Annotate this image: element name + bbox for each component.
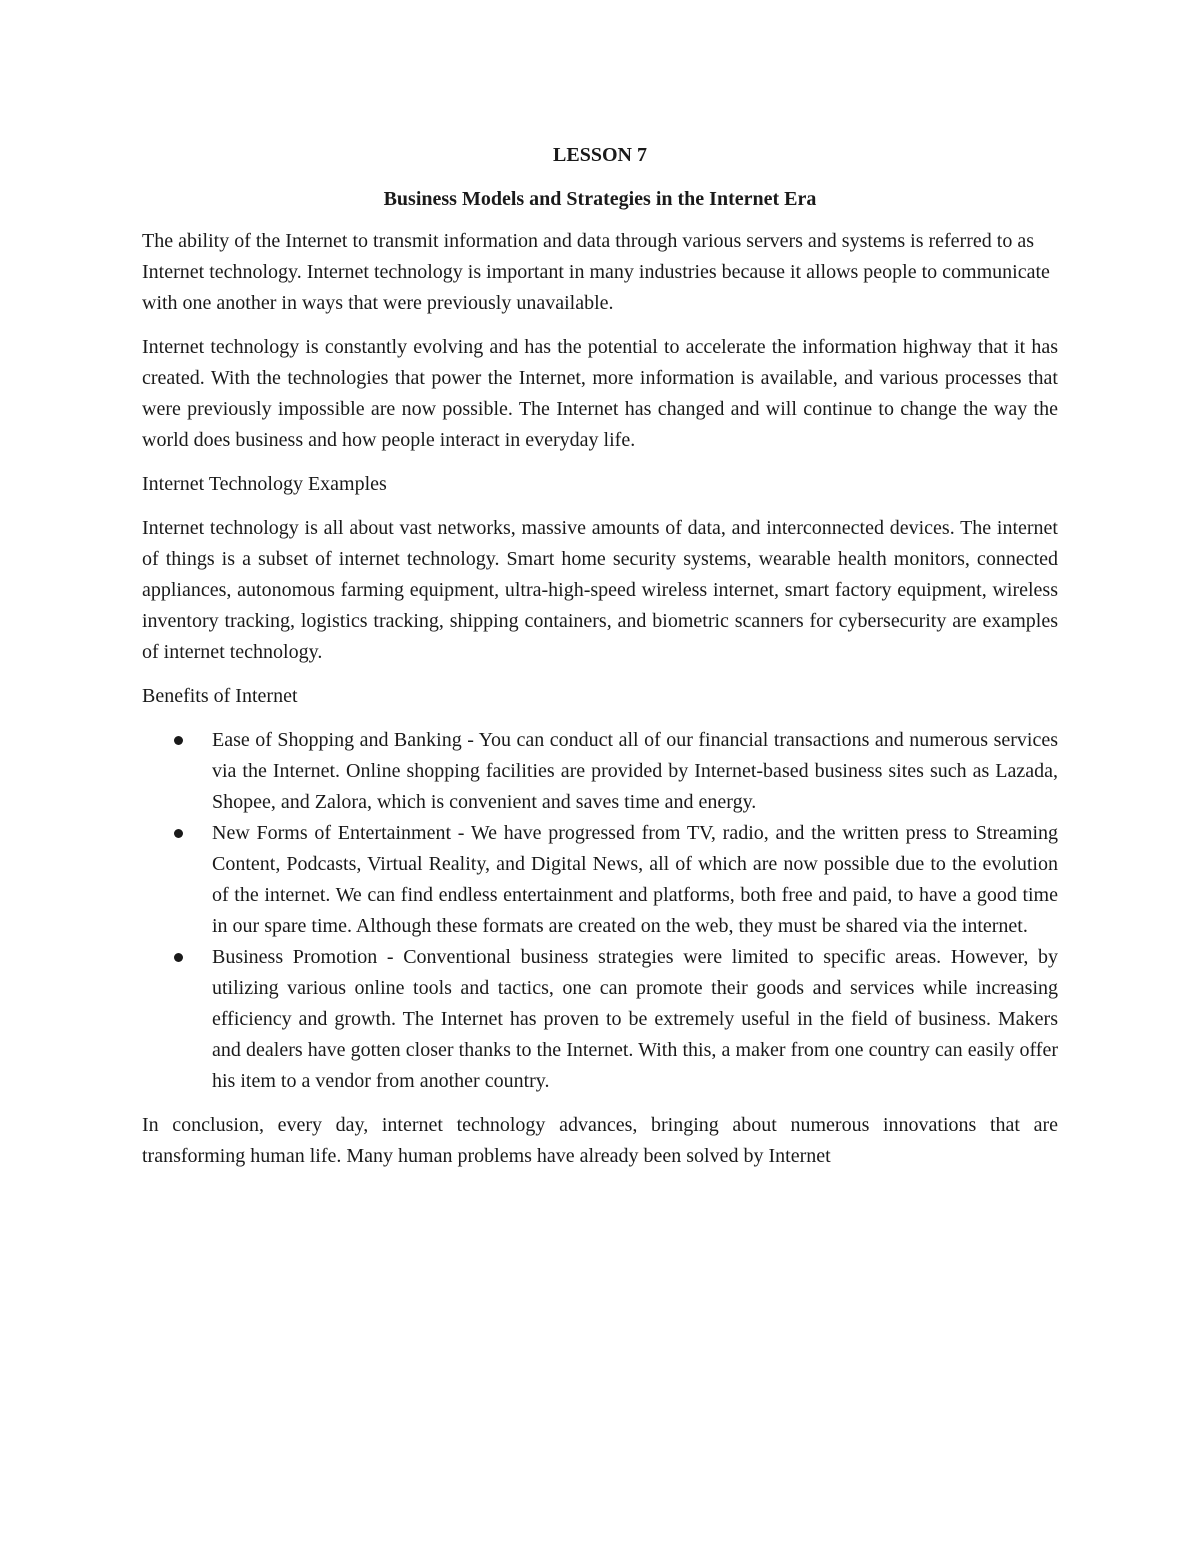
list-item	[142, 725, 1058, 818]
document-page	[142, 140, 1058, 1185]
bullet-icon	[174, 736, 183, 745]
lesson-title: LESSON 7	[553, 144, 647, 166]
benefits-heading: Benefits of Internet	[142, 685, 298, 707]
lesson-subtitle: Business Models and Strategies in the Internet Era	[383, 188, 817, 210]
conclusion-paragraph: In conclusion, every day, internet technology advances, bringing about numerous innovations that are transforming human life. Many human problems have already been solved by Internet	[142, 1114, 1058, 1167]
list-item	[142, 942, 1058, 1097]
evolution-paragraph: Internet technology is constantly evolving and has the potential to accelerate the information highway that it has created. With the technologies that power the Internet, more information is available, and various processes that were previously impossible are now possible. The Internet has changed and will continue to change the way the world does business and how people interact in everyday life.	[142, 336, 1058, 451]
bullet-icon	[174, 953, 183, 962]
intro-paragraph: The ability of the Internet to transmit information and data through various servers and systems is referred to as Internet technology. Internet technology is important in many industries because it allows people to communicate with one another in ways that were previously unavailable.	[142, 230, 1050, 314]
benefits-list	[142, 725, 1058, 1097]
bullet-icon	[174, 829, 183, 838]
benefit-text: Ease of Shopping and Banking - You can conduct all of our financial transactions and numerous services via the Internet. Online shopping facilities are provided by Internet-based business sites such as Lazada, Shopee, and Zalora, which is convenient and saves time and energy.	[212, 729, 1058, 813]
examples-paragraph: Internet technology is all about vast networks, massive amounts of data, and interconnected devices. The internet of things is a subset of internet technology. Smart home security systems, wearable health monitors, connected appliances, autonomous farming equipment, ultra-high-speed wireless internet, smart factory equipment, wireless inventory tracking, logistics tracking, shipping containers, and biometric scanners for cybersecurity are examples of internet technology.	[142, 517, 1058, 663]
benefit-text: New Forms of Entertainment - We have progressed from TV, radio, and the written press to Streaming Content, Podcasts, Virtual Reality, and Digital News, all of which are now possible due to the evolution of the internet. We can find endless entertainment and platforms, both free and paid, to have a good time in our spare time. Although these formats are created on the web, they must be shared via the internet.	[212, 822, 1058, 937]
examples-heading: Internet Technology Examples	[142, 473, 387, 495]
benefit-text: Business Promotion - Conventional business strategies were limited to specific areas. However, by utilizing various online tools and tactics, one can promote their goods and services while increasing efficiency and growth. The Internet has proven to be extremely useful in the field of business. Makers and dealers have gotten closer thanks to the Internet. With this, a maker from one country can easily offer his item to a vendor from another country.	[212, 946, 1058, 1092]
list-item	[142, 818, 1058, 942]
